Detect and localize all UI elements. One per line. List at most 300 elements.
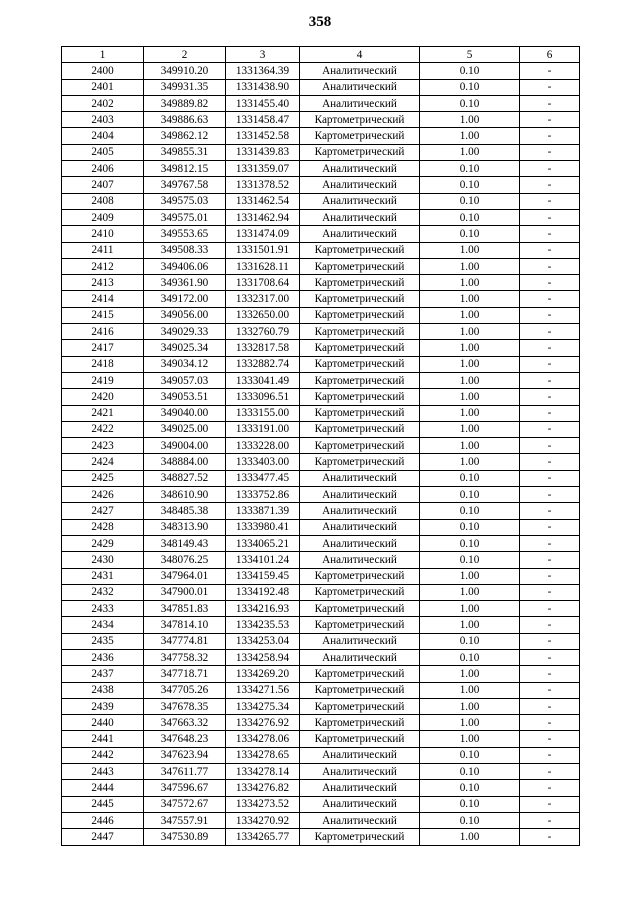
method-cell: Картометрический xyxy=(300,715,420,731)
note-cell: - xyxy=(520,503,580,519)
method-cell: Аналитический xyxy=(300,649,420,665)
y-coordinate-cell: 1332650.00 xyxy=(226,307,300,323)
table-row xyxy=(62,405,580,421)
y-coordinate-cell: 1331438.90 xyxy=(226,79,300,95)
method-cell: Картометрический xyxy=(300,340,420,356)
method-cell: Картометрический xyxy=(300,144,420,160)
point-number-cell: 2413 xyxy=(62,275,144,291)
x-coordinate-cell: 347596.67 xyxy=(144,780,226,796)
column-header: 5 xyxy=(420,47,520,63)
note-cell: - xyxy=(520,258,580,274)
point-number-cell: 2402 xyxy=(62,95,144,111)
x-coordinate-cell: 349931.35 xyxy=(144,79,226,95)
point-number-cell: 2403 xyxy=(62,112,144,128)
table-row xyxy=(62,161,580,177)
table-row xyxy=(62,503,580,519)
x-coordinate-cell: 348884.00 xyxy=(144,454,226,470)
method-cell: Аналитический xyxy=(300,812,420,828)
column-header: 4 xyxy=(300,47,420,63)
note-cell: - xyxy=(520,291,580,307)
x-coordinate-cell: 347611.77 xyxy=(144,764,226,780)
table-row xyxy=(62,698,580,714)
method-cell: Картометрический xyxy=(300,601,420,617)
y-coordinate-cell: 1331458.47 xyxy=(226,112,300,128)
note-cell: - xyxy=(520,584,580,600)
y-coordinate-cell: 1334258.94 xyxy=(226,649,300,665)
note-cell: - xyxy=(520,356,580,372)
note-cell: - xyxy=(520,405,580,421)
accuracy-cell: 1.00 xyxy=(420,340,520,356)
y-coordinate-cell: 1333752.86 xyxy=(226,487,300,503)
y-coordinate-cell: 1331452.58 xyxy=(226,128,300,144)
y-coordinate-cell: 1334271.56 xyxy=(226,682,300,698)
y-coordinate-cell: 1334273.52 xyxy=(226,796,300,812)
note-cell: - xyxy=(520,829,580,845)
method-cell: Аналитический xyxy=(300,552,420,568)
point-number-cell: 2411 xyxy=(62,242,144,258)
table-row xyxy=(62,487,580,503)
accuracy-cell: 1.00 xyxy=(420,682,520,698)
method-cell: Аналитический xyxy=(300,161,420,177)
point-number-cell: 2433 xyxy=(62,601,144,617)
accuracy-cell: 0.10 xyxy=(420,796,520,812)
y-coordinate-cell: 1334278.06 xyxy=(226,731,300,747)
x-coordinate-cell: 348610.90 xyxy=(144,487,226,503)
accuracy-cell: 0.10 xyxy=(420,812,520,828)
accuracy-cell: 1.00 xyxy=(420,389,520,405)
note-cell: - xyxy=(520,193,580,209)
accuracy-cell: 1.00 xyxy=(420,421,520,437)
y-coordinate-cell: 1331474.09 xyxy=(226,226,300,242)
table-row xyxy=(62,601,580,617)
point-number-cell: 2420 xyxy=(62,389,144,405)
note-cell: - xyxy=(520,633,580,649)
point-number-cell: 2416 xyxy=(62,324,144,340)
note-cell: - xyxy=(520,324,580,340)
y-coordinate-cell: 1333403.00 xyxy=(226,454,300,470)
note-cell: - xyxy=(520,470,580,486)
column-header: 2 xyxy=(144,47,226,63)
x-coordinate-cell: 349862.12 xyxy=(144,128,226,144)
table-row xyxy=(62,291,580,307)
x-coordinate-cell: 349025.34 xyxy=(144,340,226,356)
note-cell: - xyxy=(520,698,580,714)
point-number-cell: 2435 xyxy=(62,633,144,649)
accuracy-cell: 1.00 xyxy=(420,568,520,584)
note-cell: - xyxy=(520,812,580,828)
note-cell: - xyxy=(520,209,580,225)
x-coordinate-cell: 349025.00 xyxy=(144,421,226,437)
accuracy-cell: 0.10 xyxy=(420,177,520,193)
note-cell: - xyxy=(520,682,580,698)
table-row xyxy=(62,747,580,763)
accuracy-cell: 1.00 xyxy=(420,438,520,454)
y-coordinate-cell: 1334159.45 xyxy=(226,568,300,584)
table-row xyxy=(62,226,580,242)
x-coordinate-cell: 347530.89 xyxy=(144,829,226,845)
accuracy-cell: 1.00 xyxy=(420,405,520,421)
method-cell: Картометрический xyxy=(300,242,420,258)
y-coordinate-cell: 1333980.41 xyxy=(226,519,300,535)
accuracy-cell: 1.00 xyxy=(420,356,520,372)
table-row xyxy=(62,617,580,633)
y-coordinate-cell: 1331462.94 xyxy=(226,209,300,225)
point-number-cell: 2405 xyxy=(62,144,144,160)
method-cell: Картометрический xyxy=(300,324,420,340)
table-row xyxy=(62,731,580,747)
method-cell: Картометрический xyxy=(300,421,420,437)
table-row xyxy=(62,796,580,812)
accuracy-cell: 0.10 xyxy=(420,193,520,209)
table-row xyxy=(62,177,580,193)
point-number-cell: 2437 xyxy=(62,666,144,682)
note-cell: - xyxy=(520,242,580,258)
accuracy-cell: 0.10 xyxy=(420,161,520,177)
note-cell: - xyxy=(520,79,580,95)
method-cell: Аналитический xyxy=(300,535,420,551)
point-number-cell: 2428 xyxy=(62,519,144,535)
table-body xyxy=(62,63,580,845)
table-header xyxy=(62,47,580,63)
method-cell: Аналитический xyxy=(300,63,420,79)
table-row xyxy=(62,552,580,568)
column-header: 6 xyxy=(520,47,580,63)
note-cell: - xyxy=(520,601,580,617)
method-cell: Аналитический xyxy=(300,503,420,519)
accuracy-cell: 1.00 xyxy=(420,601,520,617)
y-coordinate-cell: 1334278.14 xyxy=(226,764,300,780)
method-cell: Аналитический xyxy=(300,226,420,242)
table-row xyxy=(62,715,580,731)
point-number-cell: 2410 xyxy=(62,226,144,242)
accuracy-cell: 0.10 xyxy=(420,226,520,242)
accuracy-cell: 1.00 xyxy=(420,258,520,274)
table-row xyxy=(62,568,580,584)
y-coordinate-cell: 1332817.58 xyxy=(226,340,300,356)
point-number-cell: 2439 xyxy=(62,698,144,714)
y-coordinate-cell: 1333228.00 xyxy=(226,438,300,454)
accuracy-cell: 1.00 xyxy=(420,372,520,388)
table-row xyxy=(62,519,580,535)
x-coordinate-cell: 347557.91 xyxy=(144,812,226,828)
method-cell: Аналитический xyxy=(300,209,420,225)
table-row xyxy=(62,780,580,796)
y-coordinate-cell: 1333096.51 xyxy=(226,389,300,405)
column-header: 1 xyxy=(62,47,144,63)
table-row xyxy=(62,812,580,828)
table-row xyxy=(62,79,580,95)
accuracy-cell: 0.10 xyxy=(420,503,520,519)
note-cell: - xyxy=(520,731,580,747)
x-coordinate-cell: 347814.10 xyxy=(144,617,226,633)
y-coordinate-cell: 1334216.93 xyxy=(226,601,300,617)
point-number-cell: 2444 xyxy=(62,780,144,796)
point-number-cell: 2422 xyxy=(62,421,144,437)
y-coordinate-cell: 1333477.45 xyxy=(226,470,300,486)
x-coordinate-cell: 349406.06 xyxy=(144,258,226,274)
point-number-cell: 2408 xyxy=(62,193,144,209)
note-cell: - xyxy=(520,128,580,144)
point-number-cell: 2404 xyxy=(62,128,144,144)
x-coordinate-cell: 347623.94 xyxy=(144,747,226,763)
x-coordinate-cell: 349057.03 xyxy=(144,372,226,388)
x-coordinate-cell: 349886.63 xyxy=(144,112,226,128)
note-cell: - xyxy=(520,649,580,665)
note-cell: - xyxy=(520,112,580,128)
accuracy-cell: 1.00 xyxy=(420,128,520,144)
y-coordinate-cell: 1333191.00 xyxy=(226,421,300,437)
table-row xyxy=(62,649,580,665)
x-coordinate-cell: 347705.26 xyxy=(144,682,226,698)
note-cell: - xyxy=(520,177,580,193)
accuracy-cell: 1.00 xyxy=(420,698,520,714)
point-number-cell: 2427 xyxy=(62,503,144,519)
x-coordinate-cell: 349053.51 xyxy=(144,389,226,405)
x-coordinate-cell: 349056.00 xyxy=(144,307,226,323)
x-coordinate-cell: 347900.01 xyxy=(144,584,226,600)
table-row xyxy=(62,682,580,698)
point-number-cell: 2421 xyxy=(62,405,144,421)
point-number-cell: 2401 xyxy=(62,79,144,95)
note-cell: - xyxy=(520,568,580,584)
method-cell: Аналитический xyxy=(300,796,420,812)
x-coordinate-cell: 349812.15 xyxy=(144,161,226,177)
header-row xyxy=(62,47,580,63)
y-coordinate-cell: 1331708.64 xyxy=(226,275,300,291)
y-coordinate-cell: 1334276.82 xyxy=(226,780,300,796)
method-cell: Картометрический xyxy=(300,682,420,698)
point-number-cell: 2400 xyxy=(62,63,144,79)
y-coordinate-cell: 1331455.40 xyxy=(226,95,300,111)
accuracy-cell: 1.00 xyxy=(420,324,520,340)
point-number-cell: 2440 xyxy=(62,715,144,731)
y-coordinate-cell: 1334270.92 xyxy=(226,812,300,828)
accuracy-cell: 1.00 xyxy=(420,731,520,747)
table-row xyxy=(62,356,580,372)
point-number-cell: 2438 xyxy=(62,682,144,698)
x-coordinate-cell: 347718.71 xyxy=(144,666,226,682)
note-cell: - xyxy=(520,389,580,405)
method-cell: Картометрический xyxy=(300,617,420,633)
accuracy-cell: 1.00 xyxy=(420,291,520,307)
method-cell: Картометрический xyxy=(300,275,420,291)
note-cell: - xyxy=(520,372,580,388)
accuracy-cell: 1.00 xyxy=(420,307,520,323)
y-coordinate-cell: 1334275.34 xyxy=(226,698,300,714)
point-number-cell: 2424 xyxy=(62,454,144,470)
accuracy-cell: 0.10 xyxy=(420,552,520,568)
method-cell: Картометрический xyxy=(300,291,420,307)
note-cell: - xyxy=(520,552,580,568)
note-cell: - xyxy=(520,226,580,242)
x-coordinate-cell: 349889.82 xyxy=(144,95,226,111)
x-coordinate-cell: 349508.33 xyxy=(144,242,226,258)
table-row xyxy=(62,193,580,209)
point-number-cell: 2432 xyxy=(62,584,144,600)
note-cell: - xyxy=(520,617,580,633)
x-coordinate-cell: 347964.01 xyxy=(144,568,226,584)
point-number-cell: 2419 xyxy=(62,372,144,388)
method-cell: Картометрический xyxy=(300,584,420,600)
x-coordinate-cell: 348149.43 xyxy=(144,535,226,551)
note-cell: - xyxy=(520,340,580,356)
note-cell: - xyxy=(520,666,580,682)
note-cell: - xyxy=(520,438,580,454)
method-cell: Картометрический xyxy=(300,666,420,682)
accuracy-cell: 1.00 xyxy=(420,454,520,470)
y-coordinate-cell: 1333155.00 xyxy=(226,405,300,421)
method-cell: Картометрический xyxy=(300,405,420,421)
method-cell: Картометрический xyxy=(300,698,420,714)
y-coordinate-cell: 1331628.11 xyxy=(226,258,300,274)
y-coordinate-cell: 1331501.91 xyxy=(226,242,300,258)
note-cell: - xyxy=(520,275,580,291)
point-number-cell: 2436 xyxy=(62,649,144,665)
accuracy-cell: 0.10 xyxy=(420,764,520,780)
point-number-cell: 2441 xyxy=(62,731,144,747)
table-row xyxy=(62,340,580,356)
method-cell: Картометрический xyxy=(300,112,420,128)
y-coordinate-cell: 1334235.53 xyxy=(226,617,300,633)
y-coordinate-cell: 1333041.49 xyxy=(226,372,300,388)
accuracy-cell: 1.00 xyxy=(420,144,520,160)
accuracy-cell: 1.00 xyxy=(420,666,520,682)
x-coordinate-cell: 347851.83 xyxy=(144,601,226,617)
x-coordinate-cell: 349029.33 xyxy=(144,324,226,340)
y-coordinate-cell: 1333871.39 xyxy=(226,503,300,519)
note-cell: - xyxy=(520,421,580,437)
x-coordinate-cell: 347758.32 xyxy=(144,649,226,665)
table-row xyxy=(62,128,580,144)
note-cell: - xyxy=(520,161,580,177)
x-coordinate-cell: 349910.20 xyxy=(144,63,226,79)
table-row xyxy=(62,242,580,258)
accuracy-cell: 1.00 xyxy=(420,584,520,600)
y-coordinate-cell: 1332317.00 xyxy=(226,291,300,307)
table-row xyxy=(62,209,580,225)
method-cell: Картометрический xyxy=(300,454,420,470)
point-number-cell: 2415 xyxy=(62,307,144,323)
method-cell: Аналитический xyxy=(300,633,420,649)
table-row xyxy=(62,454,580,470)
note-cell: - xyxy=(520,144,580,160)
table-row xyxy=(62,307,580,323)
method-cell: Аналитический xyxy=(300,764,420,780)
method-cell: Картометрический xyxy=(300,731,420,747)
note-cell: - xyxy=(520,95,580,111)
point-number-cell: 2447 xyxy=(62,829,144,845)
point-number-cell: 2445 xyxy=(62,796,144,812)
x-coordinate-cell: 349040.00 xyxy=(144,405,226,421)
method-cell: Аналитический xyxy=(300,747,420,763)
x-coordinate-cell: 349575.03 xyxy=(144,193,226,209)
point-number-cell: 2418 xyxy=(62,356,144,372)
table-row xyxy=(62,389,580,405)
table-row xyxy=(62,535,580,551)
method-cell: Картометрический xyxy=(300,128,420,144)
note-cell: - xyxy=(520,796,580,812)
table-row xyxy=(62,275,580,291)
x-coordinate-cell: 349767.58 xyxy=(144,177,226,193)
point-number-cell: 2443 xyxy=(62,764,144,780)
point-number-cell: 2426 xyxy=(62,487,144,503)
table-row xyxy=(62,764,580,780)
table-row xyxy=(62,324,580,340)
y-coordinate-cell: 1334278.65 xyxy=(226,747,300,763)
x-coordinate-cell: 348313.90 xyxy=(144,519,226,535)
x-coordinate-cell: 347572.67 xyxy=(144,796,226,812)
accuracy-cell: 0.10 xyxy=(420,633,520,649)
y-coordinate-cell: 1334276.92 xyxy=(226,715,300,731)
method-cell: Аналитический xyxy=(300,193,420,209)
page-number: 358 xyxy=(308,14,332,30)
table-row xyxy=(62,421,580,437)
y-coordinate-cell: 1331462.54 xyxy=(226,193,300,209)
point-number-cell: 2431 xyxy=(62,568,144,584)
x-coordinate-cell: 347663.32 xyxy=(144,715,226,731)
y-coordinate-cell: 1334253.04 xyxy=(226,633,300,649)
table-row xyxy=(62,63,580,79)
point-number-cell: 2406 xyxy=(62,161,144,177)
accuracy-cell: 0.10 xyxy=(420,79,520,95)
note-cell: - xyxy=(520,535,580,551)
accuracy-cell: 0.10 xyxy=(420,535,520,551)
method-cell: Картометрический xyxy=(300,568,420,584)
accuracy-cell: 1.00 xyxy=(420,617,520,633)
method-cell: Картометрический xyxy=(300,258,420,274)
accuracy-cell: 0.10 xyxy=(420,63,520,79)
note-cell: - xyxy=(520,780,580,796)
x-coordinate-cell: 349575.01 xyxy=(144,209,226,225)
method-cell: Аналитический xyxy=(300,780,420,796)
x-coordinate-cell: 347648.23 xyxy=(144,731,226,747)
accuracy-cell: 0.10 xyxy=(420,470,520,486)
y-coordinate-cell: 1334265.77 xyxy=(226,829,300,845)
y-coordinate-cell: 1334065.21 xyxy=(226,535,300,551)
table-row xyxy=(62,470,580,486)
table-row xyxy=(62,112,580,128)
accuracy-cell: 0.10 xyxy=(420,209,520,225)
method-cell: Картометрический xyxy=(300,307,420,323)
x-coordinate-cell: 349553.65 xyxy=(144,226,226,242)
note-cell: - xyxy=(520,715,580,731)
accuracy-cell: 1.00 xyxy=(420,242,520,258)
accuracy-cell: 1.00 xyxy=(420,112,520,128)
method-cell: Аналитический xyxy=(300,519,420,535)
table-row xyxy=(62,95,580,111)
table-row xyxy=(62,144,580,160)
accuracy-cell: 0.10 xyxy=(420,649,520,665)
method-cell: Аналитический xyxy=(300,487,420,503)
coordinates-table xyxy=(61,46,580,846)
point-number-cell: 2425 xyxy=(62,470,144,486)
accuracy-cell: 1.00 xyxy=(420,829,520,845)
note-cell: - xyxy=(520,519,580,535)
x-coordinate-cell: 349855.31 xyxy=(144,144,226,160)
x-coordinate-cell: 349004.00 xyxy=(144,438,226,454)
method-cell: Картометрический xyxy=(300,372,420,388)
note-cell: - xyxy=(520,454,580,470)
accuracy-cell: 0.10 xyxy=(420,780,520,796)
note-cell: - xyxy=(520,63,580,79)
x-coordinate-cell: 349361.90 xyxy=(144,275,226,291)
y-coordinate-cell: 1331359.07 xyxy=(226,161,300,177)
x-coordinate-cell: 347678.35 xyxy=(144,698,226,714)
point-number-cell: 2430 xyxy=(62,552,144,568)
accuracy-cell: 0.10 xyxy=(420,487,520,503)
point-number-cell: 2412 xyxy=(62,258,144,274)
table-row xyxy=(62,584,580,600)
